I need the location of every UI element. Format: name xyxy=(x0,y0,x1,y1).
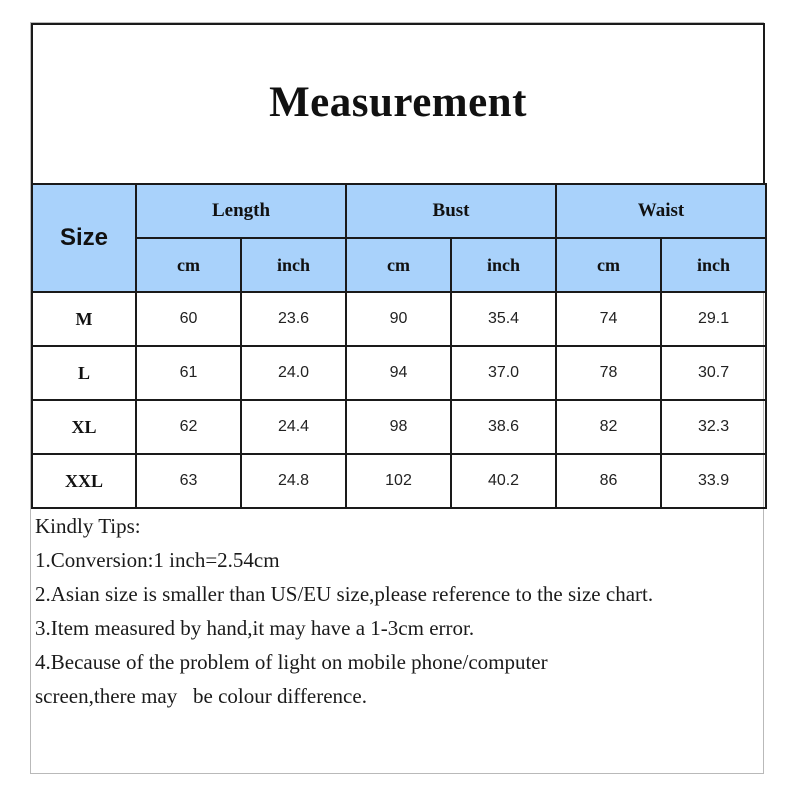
group-header-length: Length xyxy=(136,184,346,238)
page-title: Measurement xyxy=(269,78,527,126)
size-column-header: Size xyxy=(32,184,136,292)
table-cell: 74 xyxy=(556,292,661,346)
table-cell: 63 xyxy=(136,454,241,508)
table-cell: 24.8 xyxy=(241,454,346,508)
unit-header: inch xyxy=(451,238,556,292)
unit-header: cm xyxy=(136,238,241,292)
table-row xyxy=(32,292,766,346)
group-header-bust: Bust xyxy=(346,184,556,238)
unit-header: inch xyxy=(661,238,766,292)
table-cell: 102 xyxy=(346,454,451,508)
size-table xyxy=(31,183,767,509)
tip-line: 3.Item measured by hand,it may have a 1-3cm error. xyxy=(35,616,475,640)
tip-line: 2.Asian size is smaller than US/EU size,please reference to the size chart. xyxy=(35,582,654,606)
tips-section xyxy=(35,509,763,713)
tip-line: 1.Conversion:1 inch=2.54cm xyxy=(35,548,280,572)
table-cell: 90 xyxy=(346,292,451,346)
table-cell: 30.7 xyxy=(661,346,766,400)
table-cell: 94 xyxy=(346,346,451,400)
tips-heading: Kindly Tips: xyxy=(35,514,141,538)
table-cell: 62 xyxy=(136,400,241,454)
size-cell: M xyxy=(32,292,136,346)
table-cell: 23.6 xyxy=(241,292,346,346)
size-chart-sheet xyxy=(30,22,764,774)
table-cell: 86 xyxy=(556,454,661,508)
table-cell: 61 xyxy=(136,346,241,400)
header-row-groups xyxy=(32,184,766,238)
table-cell: 82 xyxy=(556,400,661,454)
table-cell: 98 xyxy=(346,400,451,454)
unit-header: inch xyxy=(241,238,346,292)
table-cell: 38.6 xyxy=(451,400,556,454)
table-row xyxy=(32,346,766,400)
table-cell: 78 xyxy=(556,346,661,400)
table-cell: 24.4 xyxy=(241,400,346,454)
unit-header: cm xyxy=(556,238,661,292)
group-header-waist: Waist xyxy=(556,184,766,238)
size-cell: XXL xyxy=(32,454,136,508)
table-cell: 40.2 xyxy=(451,454,556,508)
table-row xyxy=(32,454,766,508)
tip-line: 4.Because of the problem of light on mobile phone/computer xyxy=(35,650,548,674)
table-cell: 60 xyxy=(136,292,241,346)
table-cell: 24.0 xyxy=(241,346,346,400)
table-cell: 33.9 xyxy=(661,454,766,508)
unit-header: cm xyxy=(346,238,451,292)
table-cell: 35.4 xyxy=(451,292,556,346)
table-cell: 29.1 xyxy=(661,292,766,346)
header-row-units xyxy=(32,238,766,292)
table-cell: 37.0 xyxy=(451,346,556,400)
table-cell: 32.3 xyxy=(661,400,766,454)
tip-line: screen,there may be colour difference. xyxy=(35,684,367,708)
table-row xyxy=(32,400,766,454)
size-cell: L xyxy=(32,346,136,400)
size-cell: XL xyxy=(32,400,136,454)
title-box xyxy=(31,23,765,183)
